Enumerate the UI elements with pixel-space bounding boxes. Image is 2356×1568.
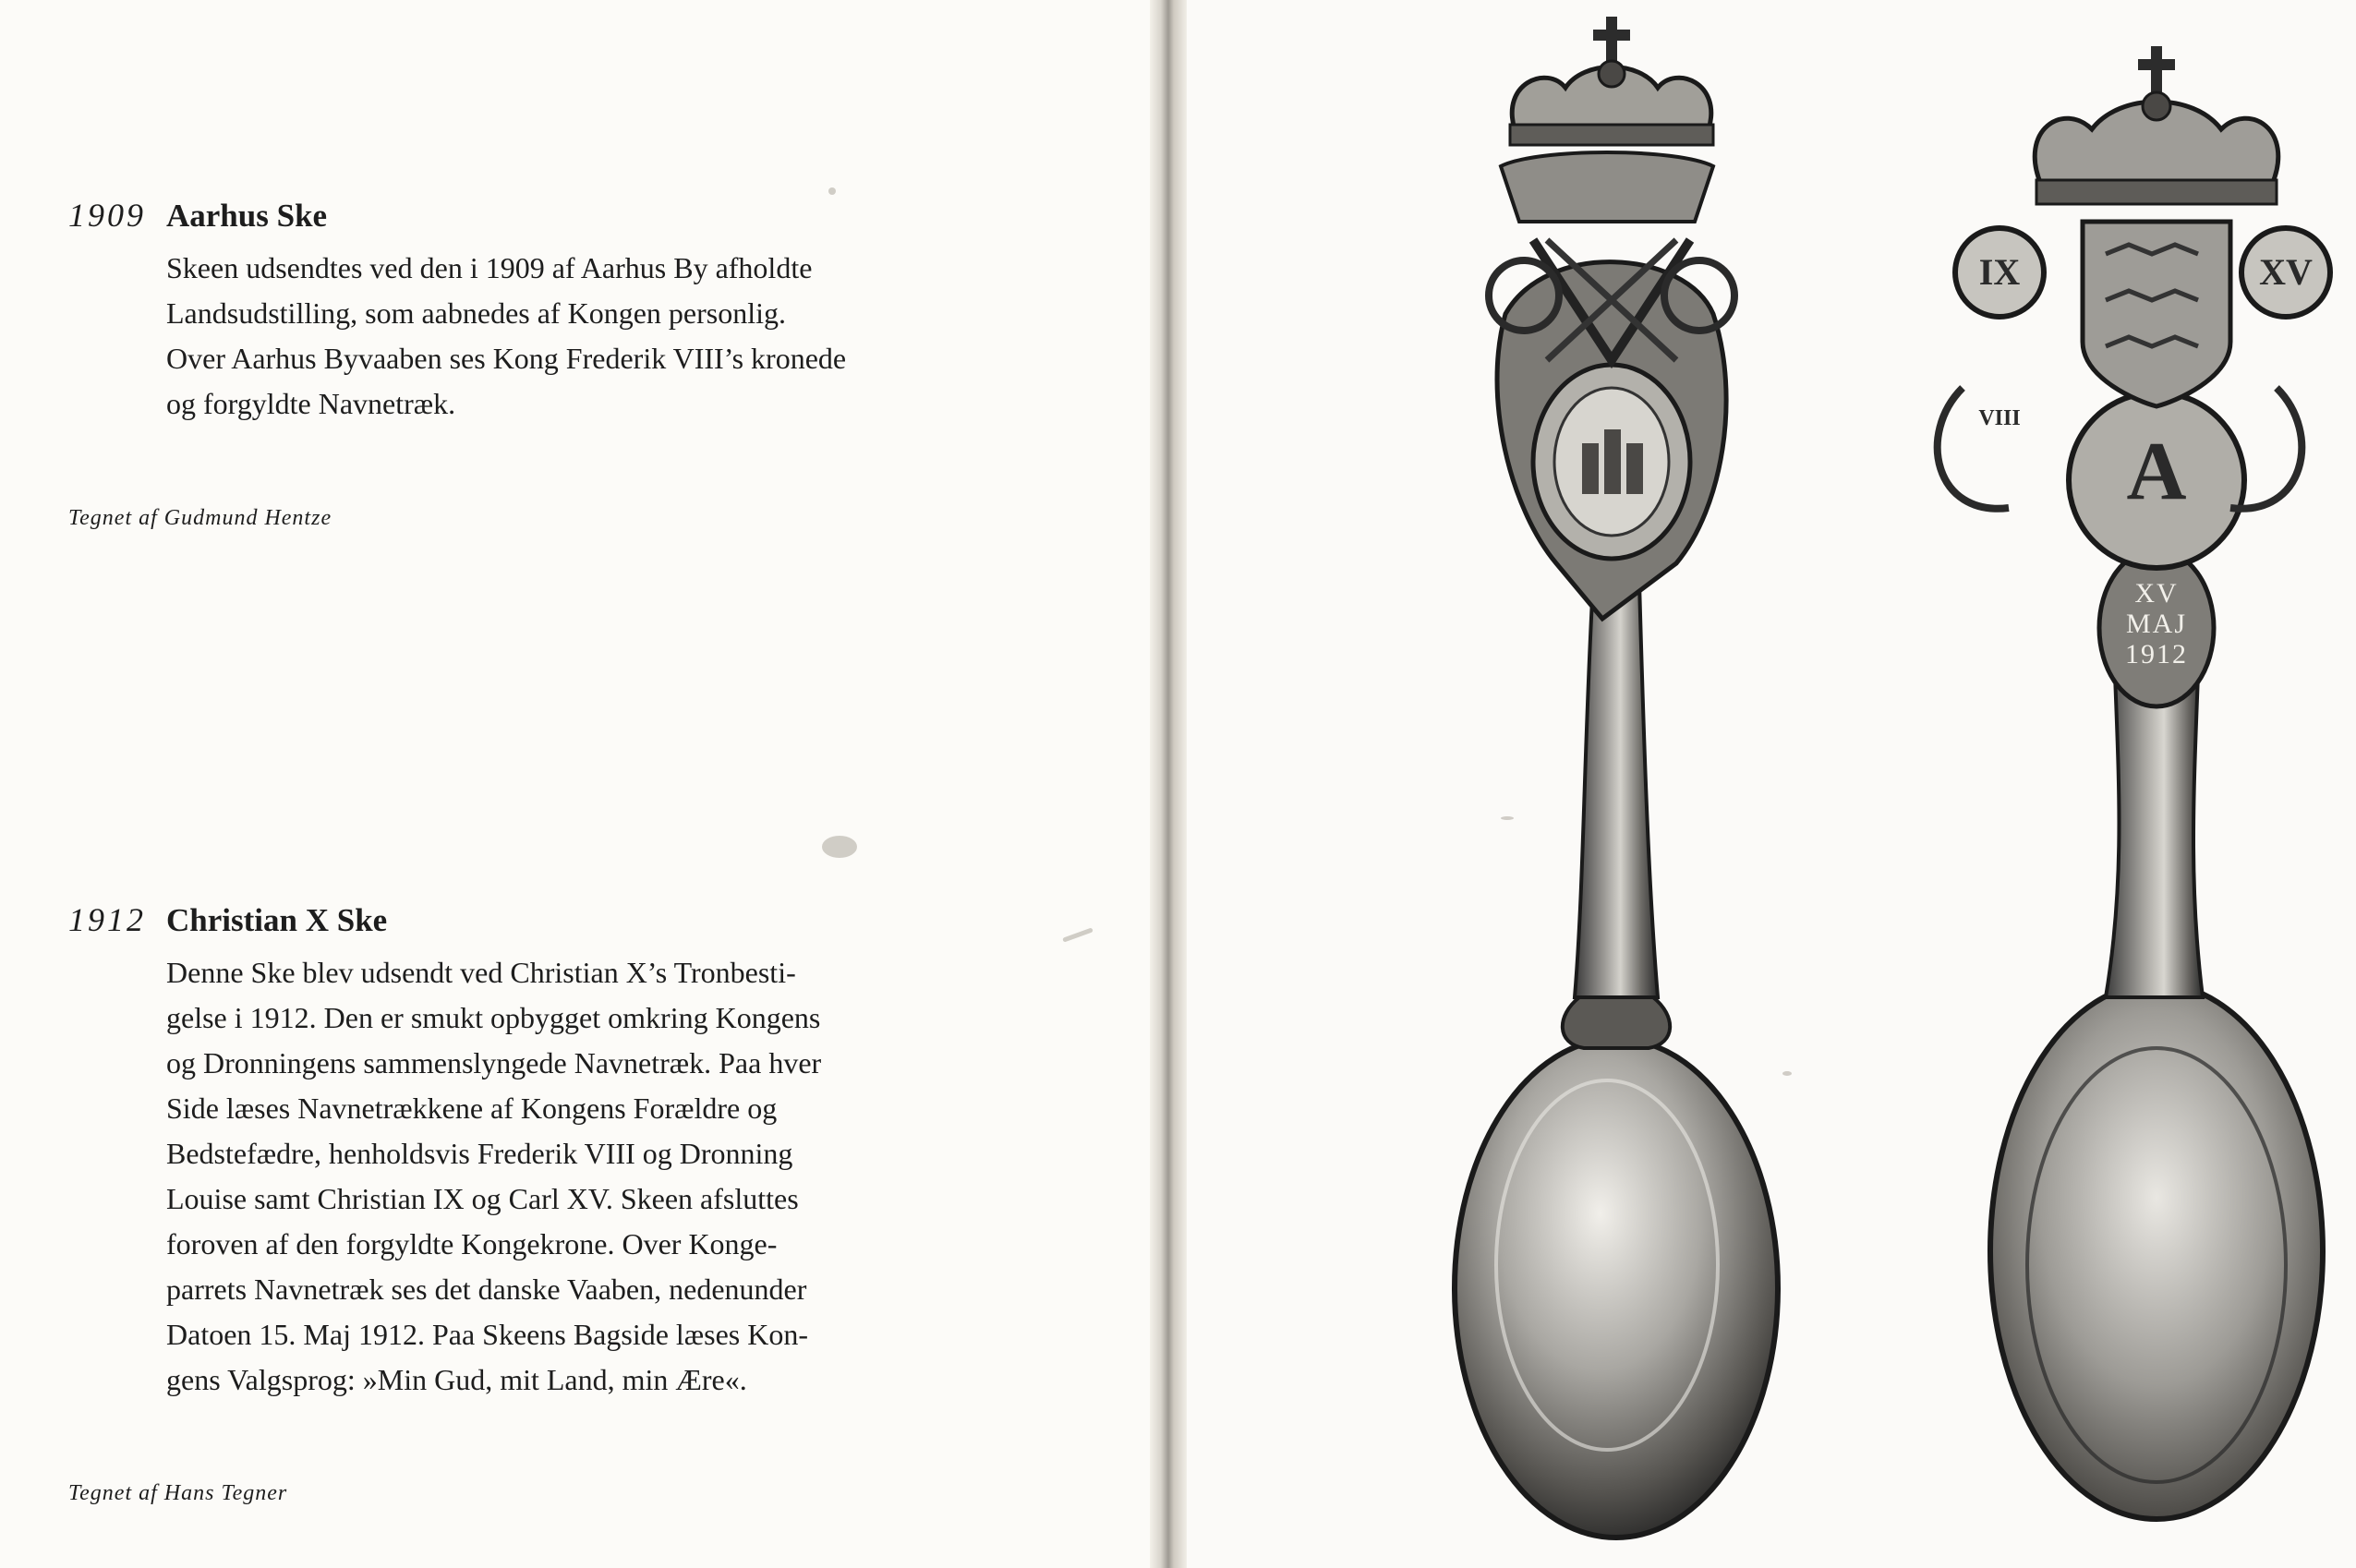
monogram-letter: A — [2126, 426, 2187, 517]
text-line: gelse i 1912. Den er smukt opbygget omkring Kongens — [166, 1001, 821, 1034]
christian-x-spoon-illustration — [1935, 37, 2313, 1542]
book-gutter — [1150, 0, 1187, 1568]
entry-description — [166, 950, 1025, 1403]
medallion-right-label: XV — [2259, 251, 2313, 293]
aarhus-spoon-illustration — [1445, 9, 1722, 1547]
text-line: Landsudstilling, som aabnedes af Kongen personlig. — [166, 296, 786, 330]
paper-speck — [1062, 927, 1093, 942]
text-line: Bedstefædre, henholdsvis Frederik VIII og Dronning — [166, 1137, 793, 1170]
text-line: parrets Navnetræk ses det danske Vaaben, nedenunder — [166, 1272, 807, 1306]
entry-title: Christian X Ske — [166, 902, 388, 938]
spoon-date-line: XV — [2134, 578, 2179, 609]
monogram-small: VIII — [1978, 406, 2021, 430]
left-page — [0, 0, 1154, 1568]
entry-christian-x-spoon — [68, 900, 983, 1403]
text-line: foroven af den forgyldte Kongekrone. Over Konge- — [166, 1227, 778, 1260]
medallion-left-label: IX — [1978, 251, 2021, 293]
paper-speck — [1782, 1071, 1792, 1076]
text-line: og Dronningens sammenslyngede Navnetræk. Paa hver — [166, 1046, 822, 1080]
text-line: Over Aarhus Byvaaben ses Kong Frederik VIII’s kronede — [166, 342, 847, 375]
text-line: Louise samt Christian IX og Carl XV. Skeen afsluttes — [166, 1182, 799, 1215]
spoon-date-line: 1912 — [2125, 639, 2188, 669]
spoon-date-line: MAJ — [2125, 609, 2188, 639]
text-line: Datoen 15. Maj 1912. Paa Skeens Bagside læses Kon- — [166, 1318, 809, 1351]
illustrator-credit: Tegnet af Gudmund Hentze — [68, 506, 332, 530]
text-line: gens Valgsprog: »Min Gud, mit Land, min Ære«. — [166, 1363, 747, 1396]
entry-year: 1912 — [68, 901, 146, 938]
text-line: Side læses Navnetrækkene af Kongens Forældre og — [166, 1092, 778, 1125]
paper-speck — [828, 187, 836, 195]
entry-year: 1909 — [68, 197, 146, 234]
text-line: Denne Ske blev udsendt ved Christian X’s Tronbesti- — [166, 956, 796, 989]
entry-heading — [68, 196, 983, 246]
text-line: og forgyldte Navnetræk. — [166, 387, 456, 420]
text-line: Skeen udsendtes ved den i 1909 af Aarhus By afholdte — [166, 251, 813, 284]
entry-title: Aarhus Ske — [166, 198, 328, 234]
entry-aarhus-spoon — [68, 196, 983, 427]
illustrator-credit: Tegnet af Hans Tegner — [68, 1481, 288, 1505]
entry-description — [166, 246, 1025, 427]
entry-heading — [68, 900, 983, 950]
paper-stain — [822, 836, 857, 858]
